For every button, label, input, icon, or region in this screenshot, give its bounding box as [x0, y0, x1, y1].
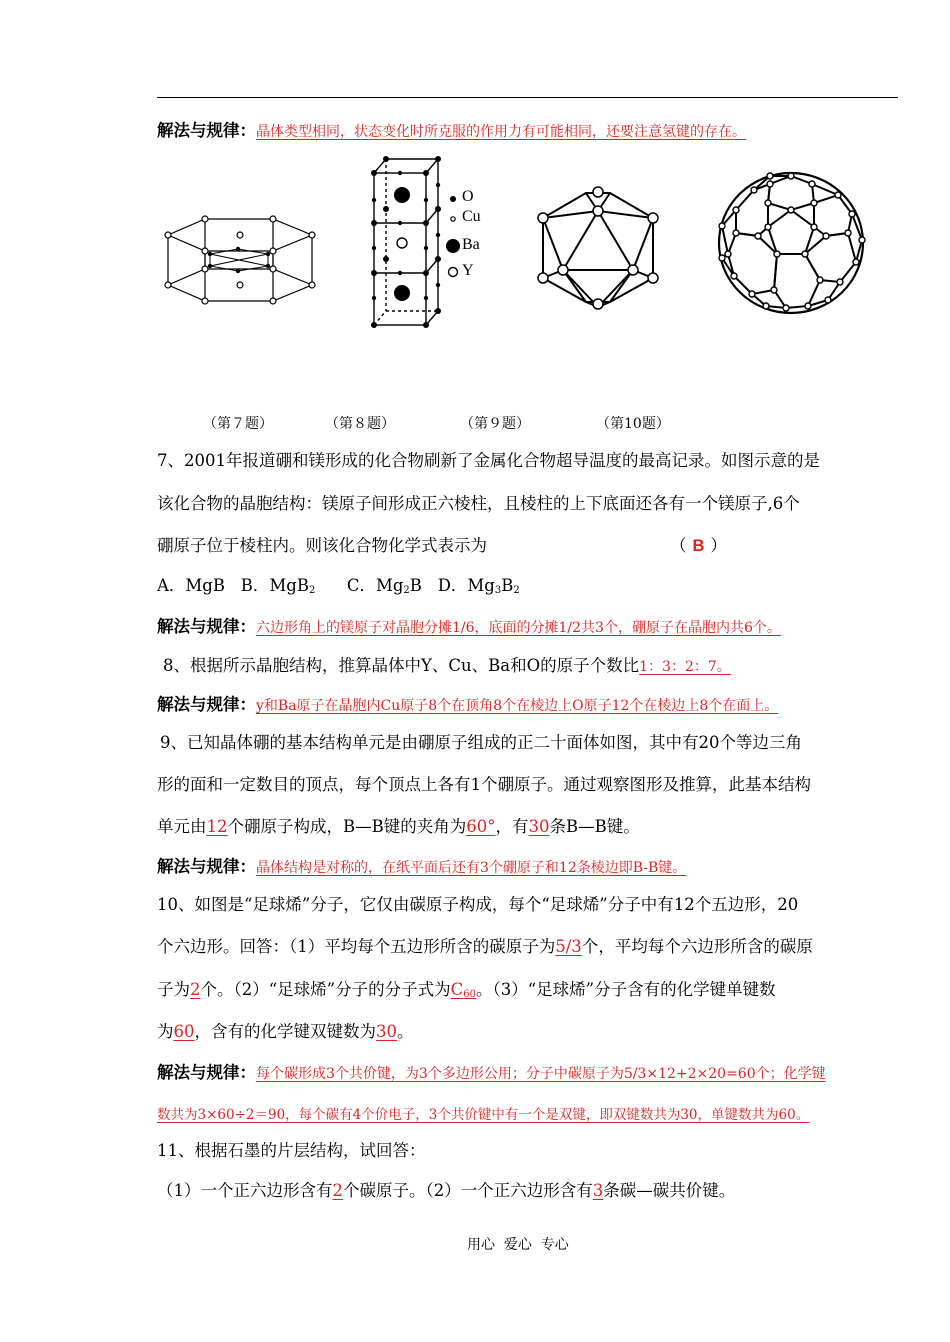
q7-answer-bracket: （ B ）: [670, 536, 727, 555]
q7-answer: B: [692, 537, 705, 555]
legend-y: Y: [462, 262, 474, 279]
q8-answer: 1：3：2：7。: [639, 659, 731, 675]
q7-line-2: 该化合物的晶胞结构：镁原子间形成正六棱柱，且棱柱的上下底面还各有一个镁原子,6个: [157, 494, 800, 513]
option-a: A．MgB: [157, 576, 225, 595]
q10-answer-5: 30: [376, 1022, 397, 1041]
q11-line-2: （1）一个正六边形含有2个碳原子。（2）一个正六边形含有3条碳—碳共价键。: [157, 1181, 736, 1200]
q8-line: 8、根据所示晶胞结构，推算晶体中Y、Cu、Ba和O的原子个数比1：3：2：7。: [163, 656, 731, 675]
solution-text: 晶体类型相同，状态变化时所克服的作用力有可能相同，还要注意氢键的存在。: [256, 124, 746, 140]
header-rule: [157, 97, 898, 98]
q10-solution-2: 数共为3×60÷2＝90，每个碳有4个价电子，3个共价键中有一个是双键，即双键数共为30，单键数共为60。: [157, 1107, 810, 1123]
solution-line-0: [157, 120, 746, 143]
option-c: C．$Mg_2B$: [346, 576, 422, 596]
q11-answer-2: 3: [592, 1181, 604, 1200]
caption-10: （第10题）: [596, 416, 670, 432]
q7-line-3: 硼原子位于棱柱内。则该化合物化学式表示为: [157, 536, 487, 555]
q10-answer-4: 60: [173, 1022, 195, 1041]
q7-solution: 解法与规律：六边形角上的镁原子对晶胞分摊1/6，底面的分摊1/2共3个，硼原子在晶胞内共6个。: [157, 617, 781, 636]
legend-o-icon: [448, 194, 458, 204]
q10-line-3: 子为2个。（2）“足球烯”分子的分子式为$C_{60}$。（3）“足球烯”分子含有的化学键单键数: [157, 980, 776, 1000]
q10-line-4: 为60，含有的化学键双键数为30。: [157, 1022, 414, 1041]
q10-answer-3: $C_{60}$: [450, 980, 476, 1000]
q9-answer-3: 30: [528, 817, 550, 836]
figure-7-hexagonal-prism: [160, 208, 322, 308]
figure-8-unit-cell: [362, 155, 442, 328]
legend-ba-icon: [445, 238, 461, 254]
legend-cu: Cu: [462, 208, 481, 225]
option-b: B．MgB$_2$: [240, 576, 316, 596]
q9-solution: 解法与规律：晶体结构是对称的，在纸平面后还有3个硼原子和12条棱边即B-B键。: [157, 857, 687, 876]
legend-ba: Ba: [462, 236, 480, 253]
page-footer: 用心 爱心 专心: [467, 1237, 569, 1253]
q10-solution-1: 解法与规律：每个碳形成3个共价键，为3个多边形公用；分子中碳原子为5/3×12+2×20=60个；化学键: [157, 1063, 826, 1082]
q11-answer-1: 2: [332, 1181, 343, 1200]
q10-line-1: 10、如图是“足球烯”分子，它仅由碳原子构成，每个“足球烯”分子中有12个五边形，20: [157, 895, 799, 914]
q10-answer-1: 5/3: [555, 937, 582, 956]
legend-cu-icon: [448, 214, 458, 224]
q10-line-2: 个六边形。回答：（1）平均每个五边形所含的碳原子为5/3个，平均每个六边形所含的碳原: [157, 937, 813, 956]
q9-line-3: 单元由12个硼原子构成，B—B键的夹角为60°，有30条B—B键。: [157, 817, 640, 836]
legend-y-icon: [446, 265, 460, 279]
legend-o: O: [462, 188, 474, 205]
option-d: D．$Mg_3B_2$: [437, 576, 520, 596]
q9-answer-2: 60°: [466, 817, 496, 836]
q11-line-1: 11、根据石墨的片层结构，试回答：: [157, 1141, 426, 1160]
q9-answer-1: 12: [206, 817, 228, 836]
figure-9-icosahedron: [535, 182, 661, 314]
caption-9: （第９题）: [460, 416, 530, 432]
q8-solution: 解法与规律：y和Ba原子在晶胞内Cu原子8个在顶角8个在棱边上O原子12个在棱边上8个在面上。: [157, 695, 779, 714]
q9-line-1: 9、已知晶体硼的基本结构单元是由硼原子组成的正二十面体如图，其中有20个等边三角: [160, 733, 802, 752]
solution-label: 解法与规律：: [157, 121, 256, 140]
q7-options: [157, 575, 520, 602]
q9-line-2: 形的面和一定数目的顶点，每个顶点上各有1个硼原子。通过观察图形及推算，此基本结构: [157, 775, 811, 794]
figure-10-fullerene: [716, 170, 866, 316]
q7-line-1: 7、2001年报道硼和镁形成的化合物刷新了金属化合物超导温度的最高记录。如图示意的是: [157, 451, 820, 470]
q10-answer-2: 2: [190, 980, 201, 999]
caption-8: （第８题）: [325, 416, 395, 432]
caption-7: （第７题）: [203, 416, 273, 432]
